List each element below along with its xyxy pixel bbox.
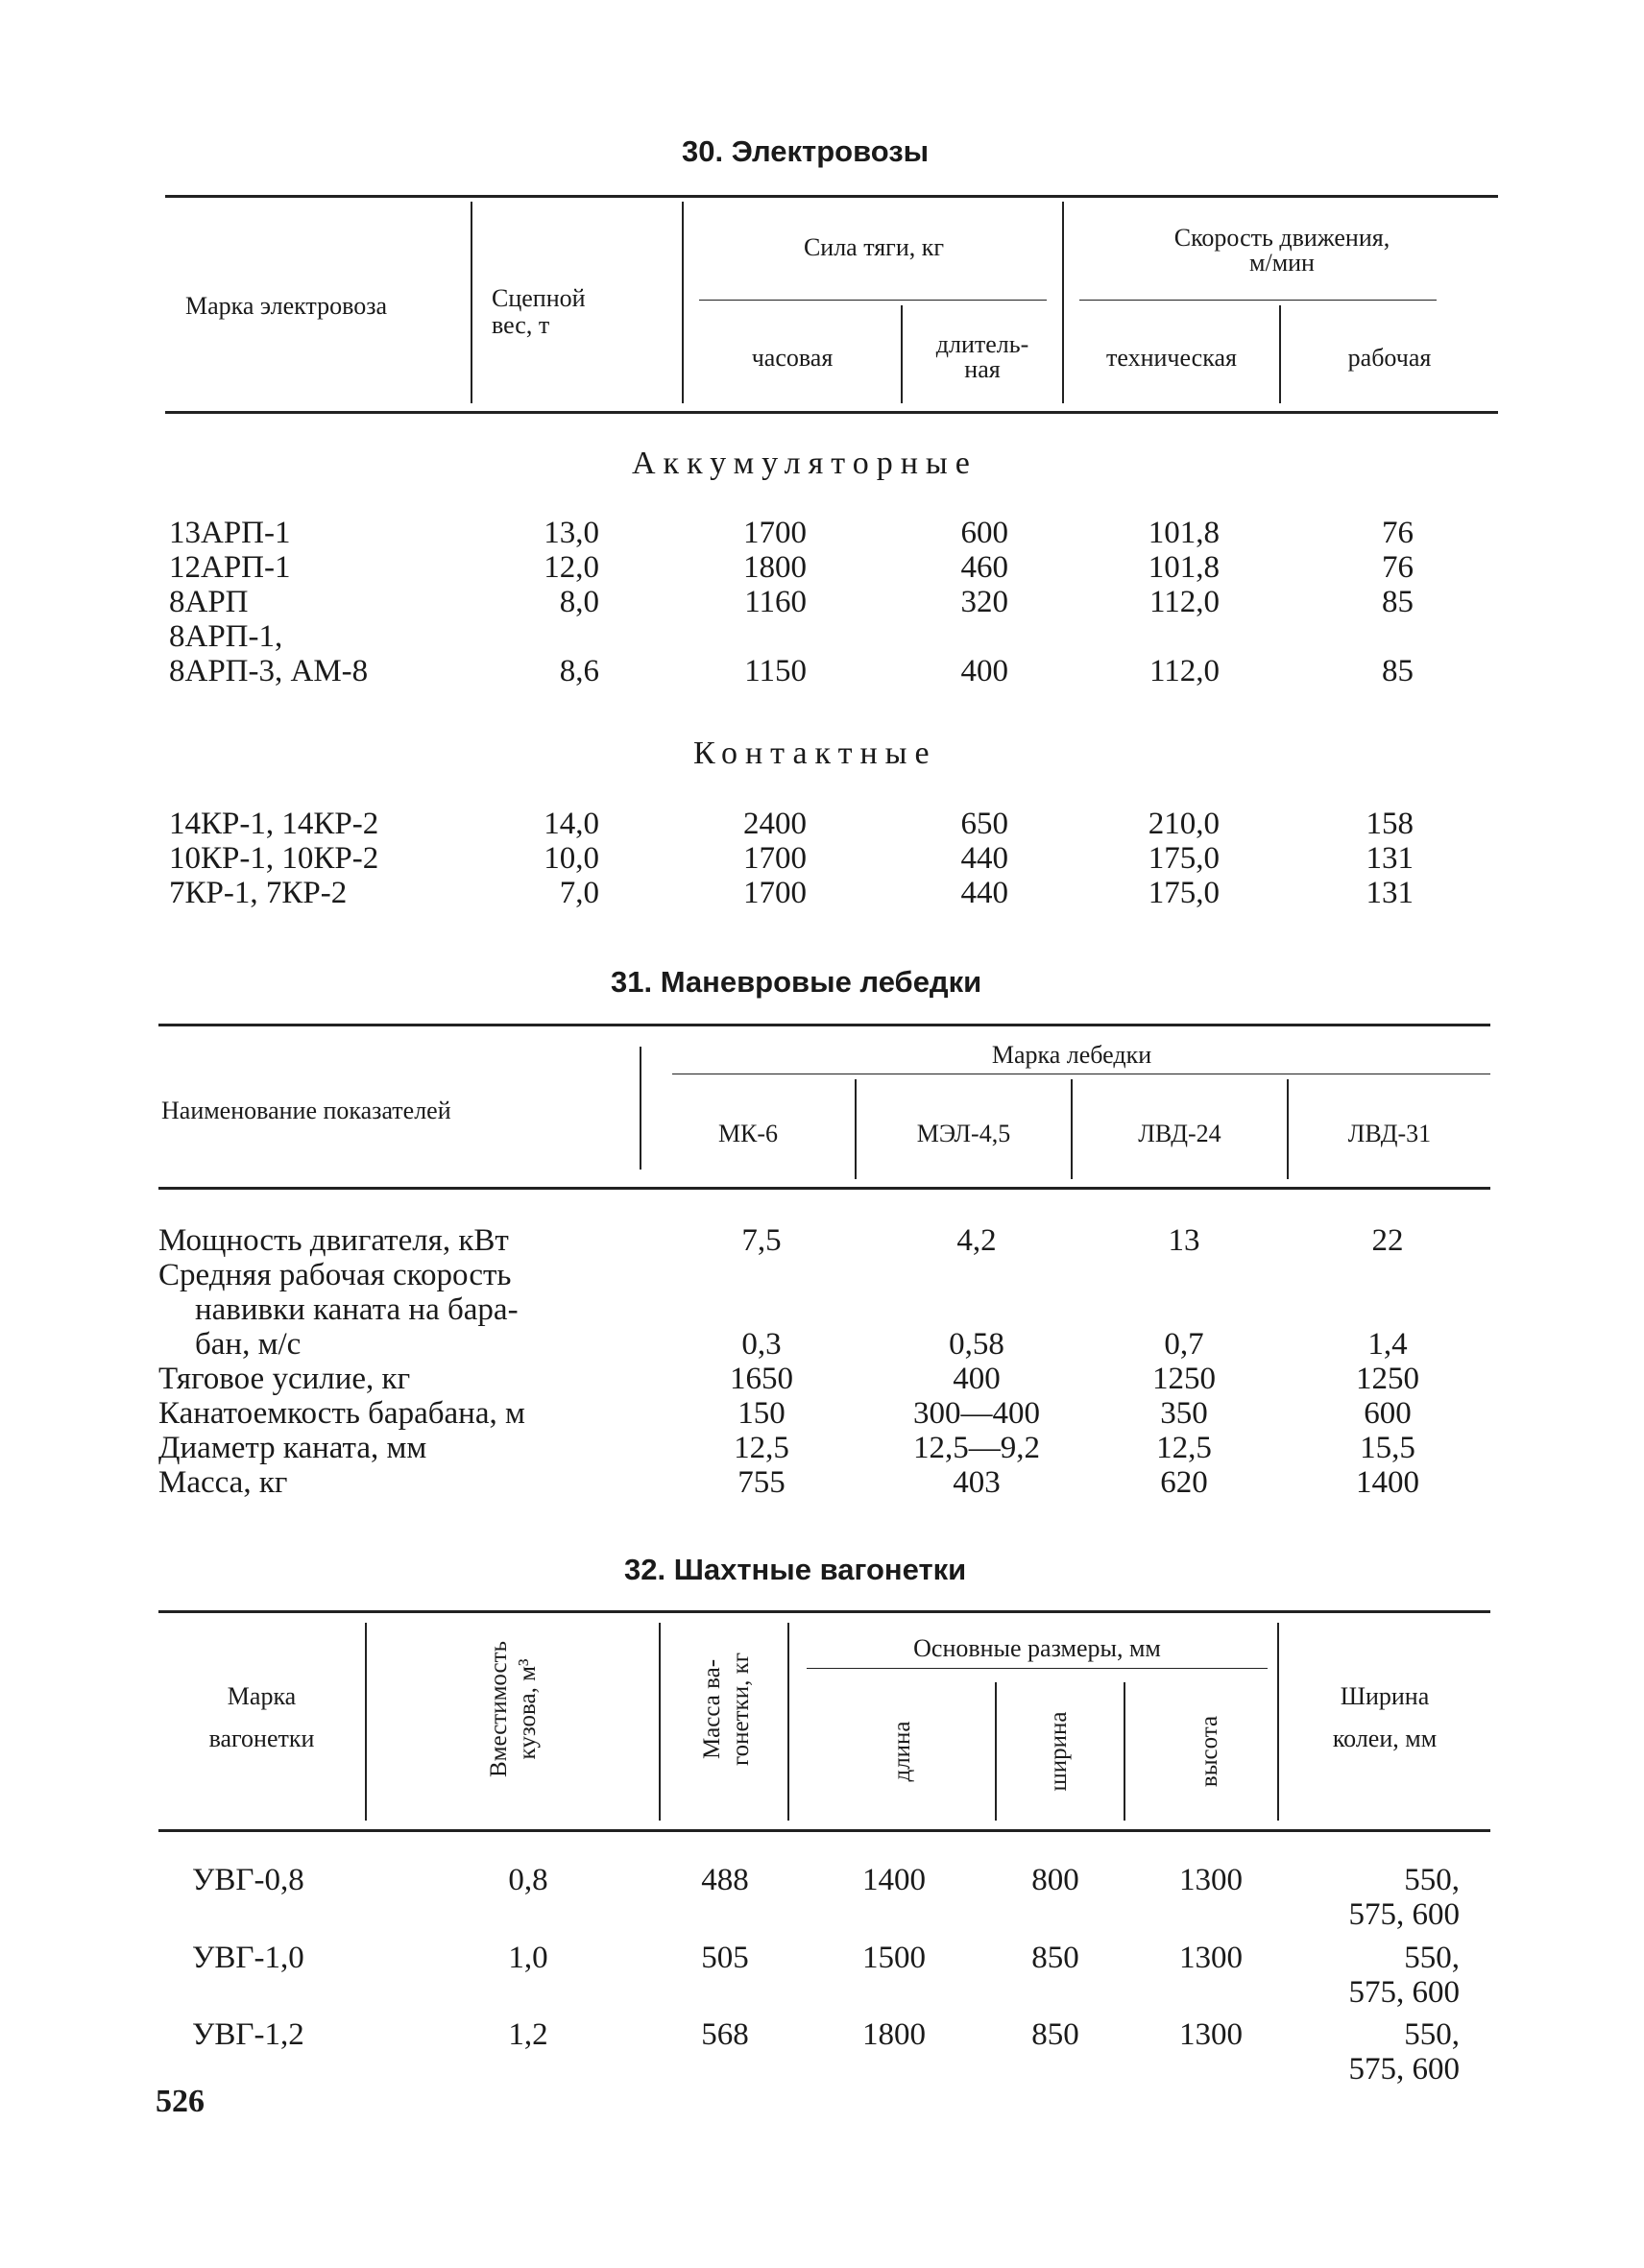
table-row: 575, 600 — [1348, 2052, 1460, 2087]
table-row: Диаметр каната, мм 12,5 12,5—9,2 12,5 15,5 — [158, 1431, 1415, 1465]
table-row: УВГ-1,0 1,0 505 1500 850 1300 550, — [192, 1941, 1460, 1975]
table-row: 8АРП-3, АМ-8 8,6 1150 400 112,0 85 — [169, 654, 1414, 688]
table31-header-model: МЭЛ-4,5 — [916, 1120, 1011, 1147]
table32-header-massa: Масса ва- — [699, 1658, 725, 1760]
table-row: Масса, кг 755 403 620 1400 — [158, 1465, 1419, 1500]
table30-title: 30. Электровозы — [682, 134, 930, 168]
table-row: 575, 600 — [1348, 1975, 1460, 2010]
table30-header-skorost: м/мин — [1249, 249, 1315, 277]
table30-col-divider — [682, 202, 684, 403]
table-row: Средняя рабочая скорость — [158, 1258, 512, 1292]
table31-header-rule — [158, 1187, 1490, 1190]
table32-header-marka: вагонетки — [208, 1725, 315, 1752]
table31-header-naim: Наименование показателей — [161, 1097, 451, 1124]
table30-header-rule — [165, 411, 1498, 414]
table-row: Мощность двигателя, кВт 7,5 4,2 13 22 — [158, 1223, 1404, 1258]
table32-sub-rule — [807, 1668, 1268, 1669]
table32-header-massa: гонетки, кг — [728, 1653, 754, 1766]
table30-top-rule — [165, 195, 1498, 198]
table31-col-divider — [640, 1047, 641, 1170]
table30-col-divider — [471, 202, 472, 403]
table-row: Канатоемкость барабана, м 150 300—400 350 600 — [158, 1396, 1412, 1431]
table32-header-kolea: Ширина — [1340, 1682, 1430, 1710]
table30-header-marka: Марка электровоза — [185, 292, 388, 320]
table-row: УВГ-0,8 0,8 488 1400 800 1300 550, — [192, 1863, 1460, 1897]
table32-col-divider — [659, 1623, 661, 1821]
table32-col-divider — [1277, 1623, 1279, 1821]
table32-header-vmest: Вместимость — [486, 1641, 512, 1777]
table32-header-vmest: кузова, м³ — [515, 1658, 541, 1760]
table30-section-kontakt: Контактные — [693, 736, 937, 771]
table31-header-model: ЛВД-24 — [1138, 1120, 1221, 1147]
table31-header-marka: Марка лебедки — [991, 1041, 1152, 1069]
page-number: 526 — [156, 2084, 205, 2119]
table-row: 8АРП-1, — [169, 619, 283, 654]
table-row: 14КР-1, 14КР-2 14,0 2400 650 210,0 158 — [169, 807, 1414, 841]
table31-title: 31. Маневровые лебедки — [611, 965, 982, 999]
table-row: 13АРП-1 13,0 1700 600 101,8 76 — [169, 516, 1414, 550]
table30-sub-rule — [699, 300, 1047, 301]
table30-header-dlit: длитель- — [935, 330, 1029, 358]
table32-top-rule — [158, 1610, 1490, 1613]
table30-header-chasovaya: часовая — [751, 344, 834, 372]
table-row: 7КР-1, 7КР-2 7,0 1700 440 175,0 131 — [169, 876, 1414, 910]
table32-header-kolea: колеи, мм — [1332, 1725, 1438, 1752]
table32-col-divider — [787, 1623, 789, 1821]
table-row: навивки каната на бара- — [195, 1292, 519, 1327]
table32-header-osnov: Основные размеры, мм — [913, 1634, 1161, 1662]
table-row: 8АРП 8,0 1160 320 112,0 85 — [169, 585, 1414, 619]
table30-section-akkum: Аккумуляторные — [632, 446, 978, 481]
table32-header-dlina: длина — [889, 1721, 915, 1782]
table30-header-ves: вес, т — [492, 311, 550, 339]
table30-header-skorost: Скорость движения, — [1173, 224, 1390, 252]
table32-header-rule — [158, 1829, 1490, 1832]
table-row: 575, 600 — [1348, 1897, 1460, 1932]
table32-col-divider — [1124, 1682, 1125, 1821]
table32-col-divider — [365, 1623, 367, 1821]
table30-header-rabochaya: рабочая — [1347, 344, 1432, 372]
table32-col-divider — [995, 1682, 997, 1821]
table31-header-model: МК-6 — [717, 1120, 779, 1147]
table31-top-rule — [158, 1024, 1490, 1026]
table30-header-ves: Сцепной — [492, 284, 586, 312]
table30-header-dlit: ная — [964, 355, 1001, 383]
table32-header-shirina: ширина — [1046, 1711, 1072, 1792]
table-row: бан, м/с 0,3 0,58 0,7 1,4 — [195, 1327, 1408, 1362]
table30-header-tehnicheskaya: техническая — [1106, 344, 1237, 372]
table-row: 10КР-1, 10КР-2 10,0 1700 440 175,0 131 — [169, 841, 1414, 876]
table31-header-model: ЛВД-31 — [1347, 1120, 1432, 1147]
table30-sub-rule — [1079, 300, 1437, 301]
table32-header-marka: Марка — [227, 1682, 297, 1710]
table32-header-vysota: высота — [1197, 1715, 1222, 1788]
table-row: 12АРП-1 12,0 1800 460 101,8 76 — [169, 550, 1414, 585]
table-row: Тяговое усилие, кг 1650 400 1250 1250 — [158, 1362, 1419, 1396]
table32-title: 32. Шахтные вагонетки — [624, 1553, 967, 1586]
table-row: УВГ-1,2 1,2 568 1800 850 1300 550, — [192, 2017, 1460, 2052]
table30-header-sila: Сила тяги, кг — [803, 233, 945, 261]
